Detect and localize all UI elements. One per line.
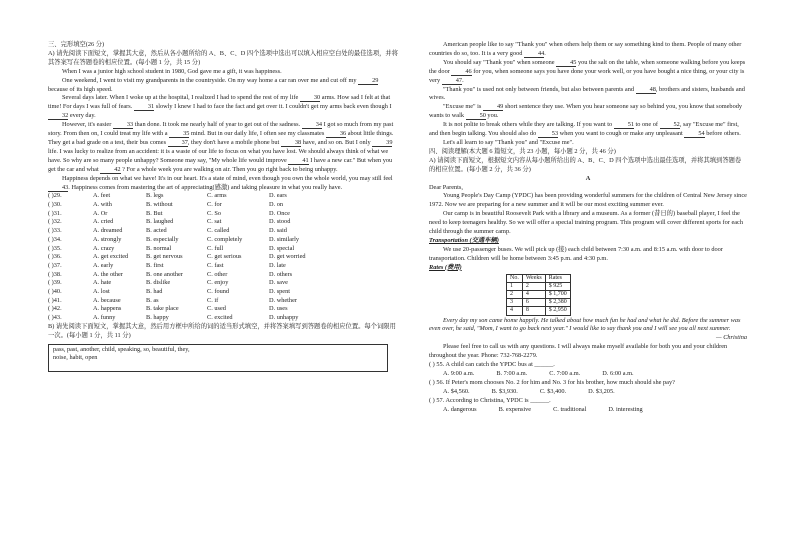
option-b: B. acted (146, 227, 167, 235)
option-c: C. get serious (207, 253, 242, 261)
option-c: C. excited (207, 314, 233, 322)
blank: 32 (48, 112, 68, 120)
blank: 49 (483, 103, 503, 111)
option-b: B. take place (146, 305, 179, 313)
paragraph: "Excuse me" is 49 short sentence they use. When you hear someone say so behind you, you know that somebody wants to walk 50 you. (429, 103, 743, 120)
question-stem: ( ) 55. A child can catch the YPDC bus at ______. (429, 361, 555, 369)
option-row (48, 192, 398, 201)
table-header: Rates (545, 274, 570, 282)
table-cell: 4 (507, 307, 523, 315)
option-d: D. ears (269, 192, 287, 200)
option-b: B. But (146, 209, 163, 217)
blank: 38 (281, 139, 301, 147)
word-box-line: pass, past, another, child, speaking, so, beautiful, they, (53, 345, 190, 353)
option-row (48, 253, 398, 262)
option-c: C. arms (207, 192, 227, 200)
passage-paragraph: However, it's easier 33 than done. It took me nearly half of year to get out of the sadness. 34 I got so much from my past story. From then on, I could treat my life with a 35 mind. But in our daily life, I often see my classmates 36 about little things. They get a bad grade on a test, their bus comes 37, they don't have a mobile phone but 38 have, and so on. But I only 39 life. I was lucky to realize from an accident: it is a waste of our life to focus on what you have lost. We should always think of what we have. So why are so many people unhappy? Someone may say, "My whole life would improve 41 I have a new car." But when you get the car and what 42 ? For a whole week you are walking on air. Then you go right back to being unhappy. (48, 121, 394, 173)
option-a: A. lost (93, 287, 110, 295)
option-d: D. others (269, 270, 293, 278)
passage-paragraph: Happiness depends on what we have! It's in our heart. It's a state of mind, even though you own the whole world, you may still feel 43. Happiness comes from mastering the art of appreciating(感激) and taking pleasure in what you really have. (48, 175, 398, 193)
question-number: ( )29. (48, 192, 62, 200)
question-number: ( )36. (48, 253, 62, 261)
blank: 41 (288, 157, 308, 165)
table-row (507, 307, 571, 315)
question-number: ( )40. (48, 287, 62, 295)
option-b: B. happy (146, 314, 169, 322)
option-d: D. get worried (269, 253, 306, 261)
option-c: C. called (207, 227, 230, 235)
option-b: B. get nervous (146, 253, 183, 261)
blank: 50 (466, 112, 486, 120)
question-number: ( )30. (48, 201, 62, 209)
passage-paragraph: When I was a junior high school student in 1980, God gave me a gift, it was happiness. (62, 67, 282, 75)
option-d: D. said (269, 227, 287, 235)
option-b: B. had (146, 287, 163, 295)
letter-closing: Please feel free to call us with any questions. I will always make myself available for both you and your children throughout the year. Phone: 732-768-2279. (429, 343, 728, 360)
option-row (48, 297, 398, 306)
option-c: C. full (207, 244, 224, 252)
option-row (48, 305, 398, 314)
answer-option: C. $3,400. (539, 387, 567, 395)
section-instructions: A) 请阅读下面短文，根据短文内容从每小题所给出的 A、B、C、D 四个选项中选出最佳选项，并将其填到答题卷的相应位置。(每小题 2 分，共 36 分) (429, 156, 742, 173)
blank: 29 (358, 77, 378, 85)
part-b-instructions: B) 请先阅读下面短文，掌握其大意，然后用方框中所给的词的适当形式填空，并将答案填写到答题卷的相应位置。每个词限用一次。(每小题 1 分，共 11 分) (48, 322, 396, 339)
paragraph: American people like to say "Thank you" when others help them or say something kind to them. People of many other countries do so, too. It is a very good 44. (429, 41, 742, 57)
option-c: C. found (207, 287, 230, 295)
passage-paragraph: One weekend, I went to visit my grandparents in the countryside. On my way home a car ran over me and cut off my 29 because of its high speed. (48, 76, 379, 93)
option-d: D. whether (269, 296, 297, 304)
blank: 48 (636, 86, 656, 94)
question-number: ( )38. (48, 270, 62, 278)
option-a: A. hate (93, 279, 112, 287)
blank: 46 (451, 68, 471, 76)
letter-paragraph: Our camp is in beautiful Roosevelt Park with a library and a museum. As a former (昔日的) baseball player, I feel the need to keep teenagers healthy. So we will offer a special training program. This program will cover different sports for each child through the summer camp. (429, 210, 743, 236)
rates-table (506, 274, 571, 316)
question-number: ( )41. (48, 296, 62, 304)
table-header: Weeks (522, 274, 545, 282)
question-number: ( )43. (48, 314, 62, 322)
cloze-options (48, 192, 398, 322)
option-a: A. Or (93, 209, 108, 217)
blank: 33 (113, 121, 133, 129)
table-cell: $ 2,950 (545, 307, 570, 315)
blank: 52 (660, 121, 680, 129)
option-b: B. normal (146, 244, 172, 252)
question-number: ( )37. (48, 261, 62, 269)
answer-option: A. $4,560. (443, 387, 470, 395)
option-a: A. feet (93, 192, 111, 200)
option-a: A. cried (93, 218, 114, 226)
option-row (48, 262, 398, 271)
paragraph: It is not polite to break others while they are talking. If you want to 51 to one of 52, say "Excuse me" first, and then begin talking. You should also do 53 when you want to cough or make any unpleasant 54 before others. (429, 121, 741, 138)
table-cell: 4 (522, 290, 545, 298)
option-a: A. with (93, 201, 112, 209)
table-cell: 2 (522, 282, 545, 290)
table-cell: $ 925 (545, 282, 570, 290)
letter-greeting: Dear Parents, (429, 183, 463, 191)
table-cell: 2 (507, 290, 523, 298)
option-c: C. fast (207, 261, 224, 269)
blank: 53 (538, 130, 558, 138)
question-number: ( )31. (48, 209, 62, 217)
answer-option: A. 9:00 a.m. (443, 370, 475, 378)
table-cell: 6 (522, 299, 545, 307)
table-cell: $ 1,700 (545, 290, 570, 298)
paragraph: You should say "Thank you" when someone 45 you the salt on the table, when someone walking before you keeps the door 46 for you, when someone says you have done your work well, or you have bought a nice thing, or your city is very 47. (429, 58, 746, 84)
option-c: C. used (207, 305, 226, 313)
option-c: C. other (207, 270, 228, 278)
option-row (48, 271, 398, 280)
passage-paragraph: Several days later. When I woke up at the hospital, I realized I had to spend the rest of my life 30 arms. How sad I felt at that time! For days I was full of fears. 31 slowly I knew I had to face the fact and get over it. I couldn't get my arms back even though I 32 every day. (48, 94, 392, 120)
section-title: 四、阅读理解(本大题 6 篇短文，共 23 小题，每小题 2 分，共 46 分) (429, 147, 616, 155)
option-a: A. crazy (93, 244, 115, 252)
option-row (48, 288, 398, 297)
table-row (507, 290, 571, 298)
answer-option: C. 7:00 a.m. (549, 370, 581, 378)
right-column (429, 41, 747, 415)
answer-option: A. dangerous (443, 405, 477, 413)
option-a: A. the other (93, 270, 123, 278)
question-options (429, 370, 747, 379)
option-a: A. happens (93, 305, 122, 313)
option-c: C. So (207, 209, 221, 217)
section-title: 三、完形填空(26 分) (48, 41, 105, 48)
option-row (48, 245, 398, 254)
option-b: B. one another (146, 270, 183, 278)
option-b: B. as (146, 296, 159, 304)
question-options (429, 406, 747, 415)
blank: 30 (300, 94, 320, 102)
answer-option: D. $3,205. (588, 387, 615, 395)
questions (429, 361, 747, 414)
answer-option: B. 7:00 a.m. (496, 370, 528, 378)
option-row (48, 227, 398, 236)
answer-option: D. interesting (608, 405, 643, 413)
option-a: A. strongly (93, 235, 122, 243)
paragraph: "Thank you" is used not only between friends, but also between parents and 48, brothers and sisters, husbands and wives. (429, 85, 745, 102)
option-b: B. without (146, 201, 173, 209)
table-row (507, 299, 571, 307)
table-cell: 1 (507, 282, 523, 290)
table-cell: $ 2,380 (545, 299, 570, 307)
question-options (429, 388, 747, 397)
blank: 43 (48, 184, 68, 192)
option-b: B. dislike (146, 279, 171, 287)
option-a: A. get excited (93, 253, 129, 261)
blank: 37 (168, 139, 188, 147)
blank: 31 (134, 103, 154, 111)
transport-heading: Transportation (交通车辆) (429, 236, 499, 244)
blank: 39 (372, 139, 392, 147)
option-d: D. on (269, 201, 283, 209)
part-a-instructions: A) 请先阅读下面短文，掌握其大意，然后从各小题所给的 A、B、C、D 四个选项中选出可以填入相应空白处的最佳选项，并将其答案写在答题卷的相应位置。(每小题 1 分，共 15 分) (48, 49, 399, 66)
transport-text: We use 20-passenger buses. We will pick up (接) each child between 7:30 a.m. and 8:15 a.m. with door to door transportation. Children will be home between 3:45 p.m. and 4:30 p.m. (429, 245, 723, 262)
blank: 47 (442, 77, 462, 85)
testimonial-signature: — Christina (716, 334, 747, 342)
blank: 51 (614, 121, 634, 129)
testimonial-quote: Every day my son came home happily. He talked about how much fun he had and what he did. Before the summer was even over, he said, "Mom, I want to go back next year." I would like to say thank you and I will see you all next summer. (429, 316, 741, 333)
option-d: D. save (269, 279, 288, 287)
option-c: C. completely (207, 235, 243, 243)
option-c: C. if (207, 296, 219, 304)
table-row (507, 282, 571, 290)
option-row (48, 201, 398, 210)
option-b: B. first (146, 261, 164, 269)
option-a: A. because (93, 296, 121, 304)
option-row (48, 218, 398, 227)
blank: 34 (302, 121, 322, 129)
option-a: A. dreamed (93, 227, 123, 235)
passage-label: A (585, 174, 591, 182)
answer-option: B. $3,930. (491, 387, 518, 395)
blank: 35 (169, 130, 189, 138)
paragraph: Let's all learn to say "Thank you" and "Excuse me". (443, 138, 574, 146)
table-cell: 8 (522, 307, 545, 315)
question-number: ( )42. (48, 305, 62, 313)
option-d: D. uses (269, 305, 288, 313)
word-box (48, 344, 388, 372)
option-b: B. legs (146, 192, 164, 200)
blank: 45 (556, 59, 576, 67)
question-number: ( )39. (48, 279, 62, 287)
option-d: D. stood (269, 218, 291, 226)
table-cell: 3 (507, 299, 523, 307)
letter-paragraph: Young People's Day Camp (YPDC) has been providing wonderful summers for the children of Central New Jersey since 1972. Now we are preparing for a new summer and it will be our most exciting summer ever. (429, 192, 747, 209)
option-d: D. late (269, 261, 286, 269)
rates-heading: Rates (费用) (429, 263, 462, 271)
left-column (48, 41, 398, 372)
option-row (48, 314, 398, 323)
answer-option: C. traditional (553, 405, 587, 413)
blank: 42 (100, 166, 120, 174)
option-row (48, 236, 398, 245)
question-stem: ( ) 56. If Peter's mom chooses No. 2 for him and No. 3 for his brother, how much should she pay? (429, 378, 675, 386)
option-d: D. unhappy (269, 314, 299, 322)
question-stem: ( ) 57. According to Christina, YPDC is ______. (429, 396, 551, 404)
question-number: ( )33. (48, 227, 62, 235)
blank: 36 (326, 130, 346, 138)
answer-option: D. 6:00 a.m. (602, 370, 634, 378)
question-number: ( )34. (48, 235, 62, 243)
option-a: A. early (93, 261, 114, 269)
cloze-passage (48, 68, 398, 193)
word-box-line: noise, habit, open (53, 354, 98, 362)
question-number: ( )32. (48, 218, 62, 226)
option-b: B. especially (146, 235, 179, 243)
option-d: D. similarly (269, 235, 300, 243)
table-header: No. (507, 274, 523, 282)
option-d: D. Once (269, 209, 290, 217)
blank: 54 (684, 130, 704, 138)
option-c: C. enjoy (207, 279, 229, 287)
option-a: A. funny (93, 314, 116, 322)
option-row (48, 279, 398, 288)
answer-option: B. expensive (498, 405, 532, 413)
option-c: C. sat (207, 218, 222, 226)
option-row (48, 210, 398, 219)
question-number: ( )35. (48, 244, 62, 252)
option-b: B. laughed (146, 218, 174, 226)
option-d: D. spent (269, 287, 290, 295)
option-c: C. for (207, 201, 222, 209)
blank: 44 (524, 50, 544, 58)
option-d: D. special (269, 244, 295, 252)
